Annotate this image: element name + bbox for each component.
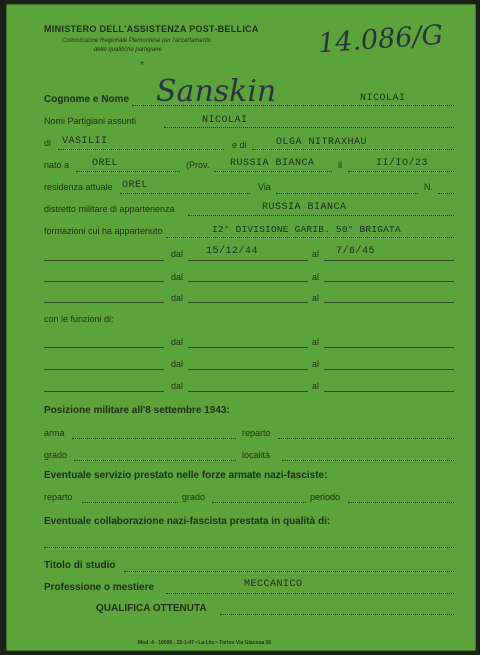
field-line — [44, 369, 164, 370]
field-line — [438, 193, 454, 194]
label-dal: dal — [171, 272, 184, 282]
label-dal: dal — [171, 293, 184, 303]
value-nome: NICOLAI — [360, 93, 406, 104]
field-line — [72, 438, 236, 439]
label-prov: (Prov. — [186, 160, 210, 170]
label-posizione-militare: Posizione militare all'8 settembre 1943: — [44, 405, 230, 416]
label-cognome-nome: Cognome e Nome — [44, 94, 130, 105]
label-dal: dal — [171, 249, 184, 259]
label-localita: località — [242, 450, 271, 460]
star-mark: * — [140, 60, 144, 71]
field-line — [324, 347, 454, 348]
field-line — [44, 347, 164, 348]
label-grado-servizio: grado — [182, 492, 206, 502]
field-line — [282, 460, 454, 461]
field-line — [58, 149, 224, 150]
label-titolo-studio: Titolo di studio — [44, 560, 116, 571]
label-residenza: residenza attuale — [44, 182, 113, 192]
label-nato-a: nato a — [44, 160, 70, 170]
field-line — [212, 502, 306, 503]
partisan-record-card — [6, 4, 476, 651]
field-line — [324, 260, 454, 261]
label-dal: dal — [171, 337, 184, 347]
label-professione: Professione o mestiere — [44, 582, 155, 593]
field-line — [188, 391, 308, 392]
field-line — [188, 260, 308, 261]
label-arma: arma — [44, 428, 65, 438]
field-line — [348, 171, 454, 172]
commission-line-2: delle qualifiche partigiane — [94, 47, 162, 53]
ministry-title: MINISTERO DELL'ASSISTENZA POST-BELLICA — [44, 24, 259, 34]
field-line — [324, 391, 454, 392]
field-line — [188, 347, 308, 348]
label-nomi-partigiani: Nomi Partigiani assunti — [44, 116, 137, 126]
field-line — [76, 171, 180, 172]
field-line — [166, 237, 454, 238]
field-line — [324, 302, 454, 303]
field-line — [188, 215, 454, 216]
label-il: il — [338, 160, 342, 170]
label-dal: dal — [171, 381, 184, 391]
label-grado: grado — [44, 450, 68, 460]
label-al: al — [312, 272, 320, 282]
value-padre: VASILII — [62, 136, 108, 147]
label-al: al — [312, 337, 320, 347]
field-line — [74, 460, 236, 461]
value-periodo-dal: 15/12/44 — [206, 246, 259, 257]
label-dal: dal — [171, 359, 184, 369]
field-line — [252, 149, 454, 150]
label-via: Via — [258, 182, 271, 192]
field-line — [166, 593, 454, 594]
commission-line-1: Commissione Regionale Piemontese per l'accertamento — [62, 38, 212, 44]
handwritten-file-number: 14.086/G — [317, 19, 445, 60]
field-line — [214, 171, 332, 172]
label-collaborazione: Eventuale collaborazione nazi-fascista prestata in qualità di: — [44, 516, 331, 527]
field-line — [278, 438, 454, 439]
label-al: al — [312, 381, 320, 391]
field-line — [124, 571, 454, 572]
field-line — [188, 369, 308, 370]
field-line — [44, 547, 454, 548]
label-periodo: periodo — [310, 492, 341, 502]
field-line — [120, 193, 250, 194]
label-reparto: reparto — [242, 428, 271, 438]
value-professione: MECCANICO — [244, 579, 303, 590]
field-line — [82, 502, 178, 503]
field-line — [348, 502, 454, 503]
field-line — [220, 614, 454, 615]
value-distretto: RUSSIA BIANCA — [262, 202, 347, 213]
label-al: al — [312, 293, 320, 303]
value-madre: OLGA NITRAXHAU — [276, 137, 368, 148]
field-line — [188, 281, 308, 282]
label-di: di — [44, 138, 52, 148]
field-line — [324, 369, 454, 370]
label-distretto: distretto militare di appartenenza — [44, 204, 175, 214]
label-funzioni: con le funzioni di: — [44, 314, 114, 324]
field-line — [188, 302, 308, 303]
field-line — [276, 193, 418, 194]
label-reparto-servizio: reparto — [44, 492, 73, 502]
field-line — [164, 127, 454, 128]
handwritten-surname: Sanskin — [156, 74, 277, 109]
label-servizio: Eventuale servizio prestato nelle forze armate nazi-fasciste: — [44, 470, 328, 481]
field-line — [44, 302, 164, 303]
printer-footer: Mod. 4 - 10000 - 22-1-47 • La Lito • Torino Via Giacosa 16 — [138, 640, 272, 646]
value-residenza: OREL — [122, 180, 149, 191]
label-n: N. — [424, 182, 433, 192]
label-qualifica: QUALIFICA OTTENUTA — [96, 603, 207, 614]
value-data-nascita: II/IO/23 — [376, 158, 429, 169]
value-formazione: I2° DIVISIONE GARIB. 50° BRIGATA — [212, 224, 401, 235]
label-e-di: e di — [232, 140, 247, 150]
field-line — [324, 281, 454, 282]
label-al: al — [312, 359, 320, 369]
value-nato-a: OREL — [92, 158, 119, 169]
field-line — [44, 260, 164, 261]
value-periodo-al: 7/6/45 — [336, 246, 376, 257]
value-provincia: RUSSIA BIANCA — [230, 158, 315, 169]
value-nomi-partigiani: NICOLAI — [202, 115, 248, 126]
label-al: al — [312, 249, 320, 259]
label-formazioni: formazioni cui ha appartenuto — [44, 226, 163, 236]
field-line — [44, 391, 164, 392]
field-line — [44, 281, 164, 282]
